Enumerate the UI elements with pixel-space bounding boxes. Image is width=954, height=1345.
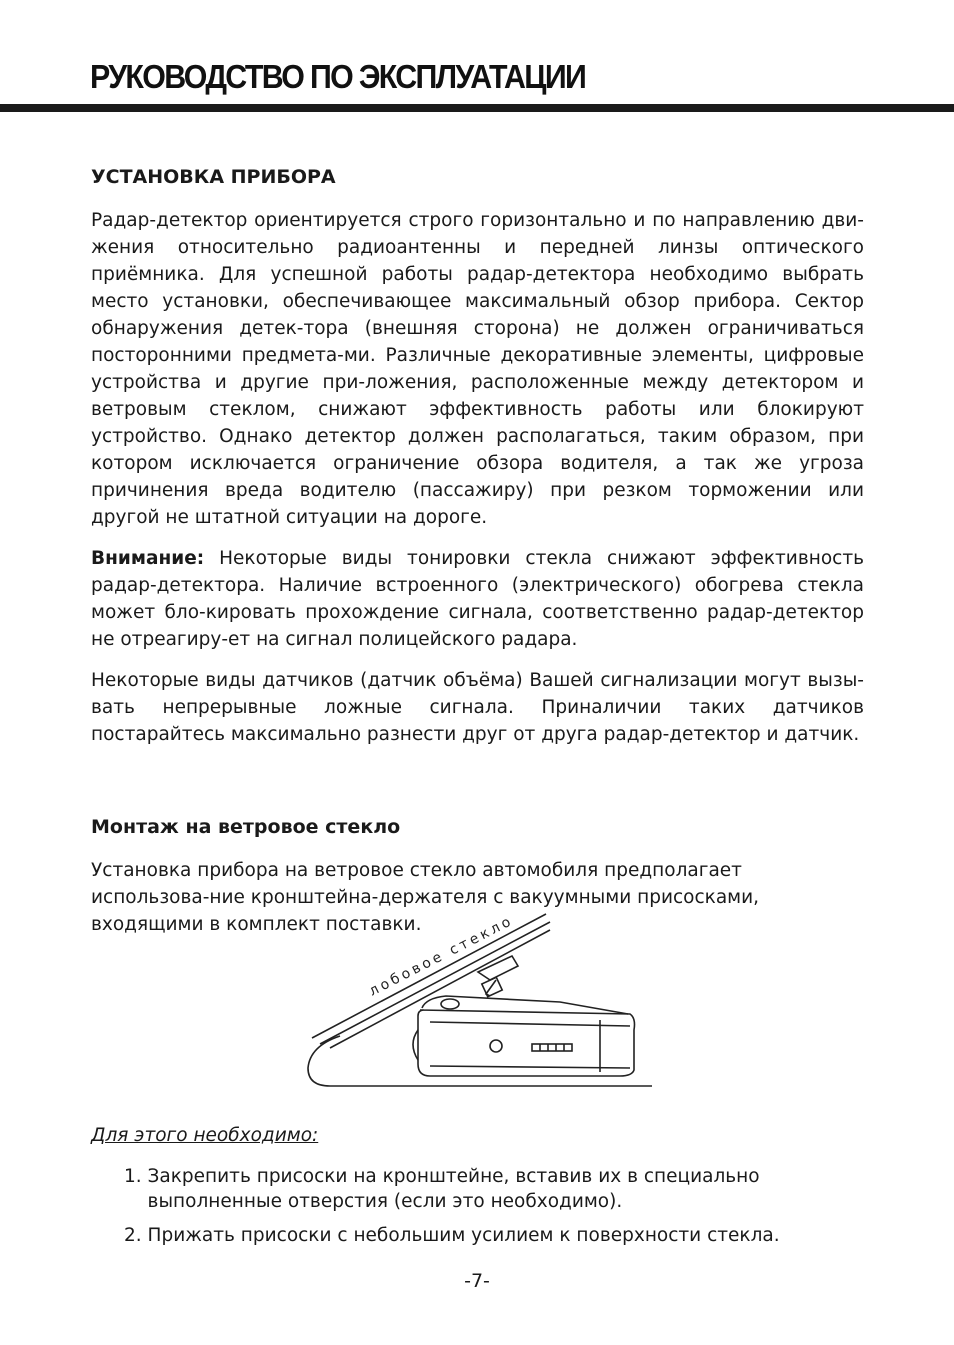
section-heading-windshield-mount: Монтаж на ветровое стекло: [91, 816, 401, 838]
windshield-label: лобовое стекло: [366, 912, 517, 1000]
list-item: [124, 1164, 824, 1214]
step-text: Закрепить присоски на кронштейне, вставив их в специально выполненные отверстия (если это необходимо).: [147, 1166, 760, 1212]
instructions-intro: Для этого необходимо:: [91, 1125, 319, 1146]
detector-button: [441, 999, 459, 1009]
bracket-clip: [482, 977, 502, 996]
paragraph-warning: [91, 545, 864, 653]
windshield-line-outer: [312, 914, 546, 1038]
windshield-line-inner: [320, 922, 550, 1044]
list-item: [124, 1223, 824, 1248]
step-number: 2.: [124, 1225, 148, 1246]
detector-led-strip: [532, 1044, 572, 1051]
section-heading-installation: УСТАНОВКА ПРИБОРА: [91, 166, 336, 188]
paragraph-sensors: Некоторые виды датчиков (датчик объёма) Вашей сигнализации могут вызы-вать непрерывные ложные сигнала. Приналичии таких датчиков постарайтесь максимально разнести друг от друга радар-детектор и датчик.: [91, 670, 864, 745]
step-number: 1.: [124, 1166, 148, 1187]
detector-port: [490, 1040, 502, 1052]
windshield-mount-illustration: [300, 910, 660, 1094]
page-number: -7-: [464, 1270, 490, 1292]
paragraph-mount-intro: Установка прибора на ветровое стекло автомобиля предполагает использова-ние кронштейна-держателя с вакуумными присосками, входящими в комплект поставки.: [91, 860, 760, 935]
main-content: [91, 164, 864, 952]
page-header-title: РУКОВОДСТВО ПО ЭКСПЛУАТАЦИИ: [90, 58, 586, 95]
suction-cup: [478, 956, 518, 980]
warning-label: Внимание:: [91, 548, 205, 569]
instruction-steps: [124, 1164, 824, 1257]
paragraph-orientation: Радар-детектор ориентируется строго горизонтально и по направлению дви-жения относительно радиоантенны и передней линзы оптического приёмника. Для успешной работы радар-детектора необходимо выбрать место установки, обеспечивающее максимальный обзор прибора. Сектор обнаружения детек-тора (внешняя сторона) не должен ограничиваться посторонними предмета-ми. Различные декоративные элементы, цифровые устройства и другие при-ложения, расположенные между детектором и ветровым стеклом, снижают эффективность работы или блокируют устройство. Однако детектор должен располагаться, таким образом, при котором исключается ограничение обзора водителя, а так же угроза причинения вреда водителю (пассажиру) при резком торможении или другой не штатной ситуации на дороге.: [91, 210, 864, 528]
warning-text: Некоторые виды тонировки стекла снижают эффективность радар-детектора. Наличие встроенного (электрического) обогрева стекла может бло-кировать прохождение сигнала, соответственно радар-детектор не отреагиру-ет на сигнал полицейского радара.: [91, 548, 864, 650]
step-text: Прижать присоски с небольшим усилием к поверхности стекла.: [147, 1225, 780, 1246]
header-rule: [0, 104, 954, 112]
